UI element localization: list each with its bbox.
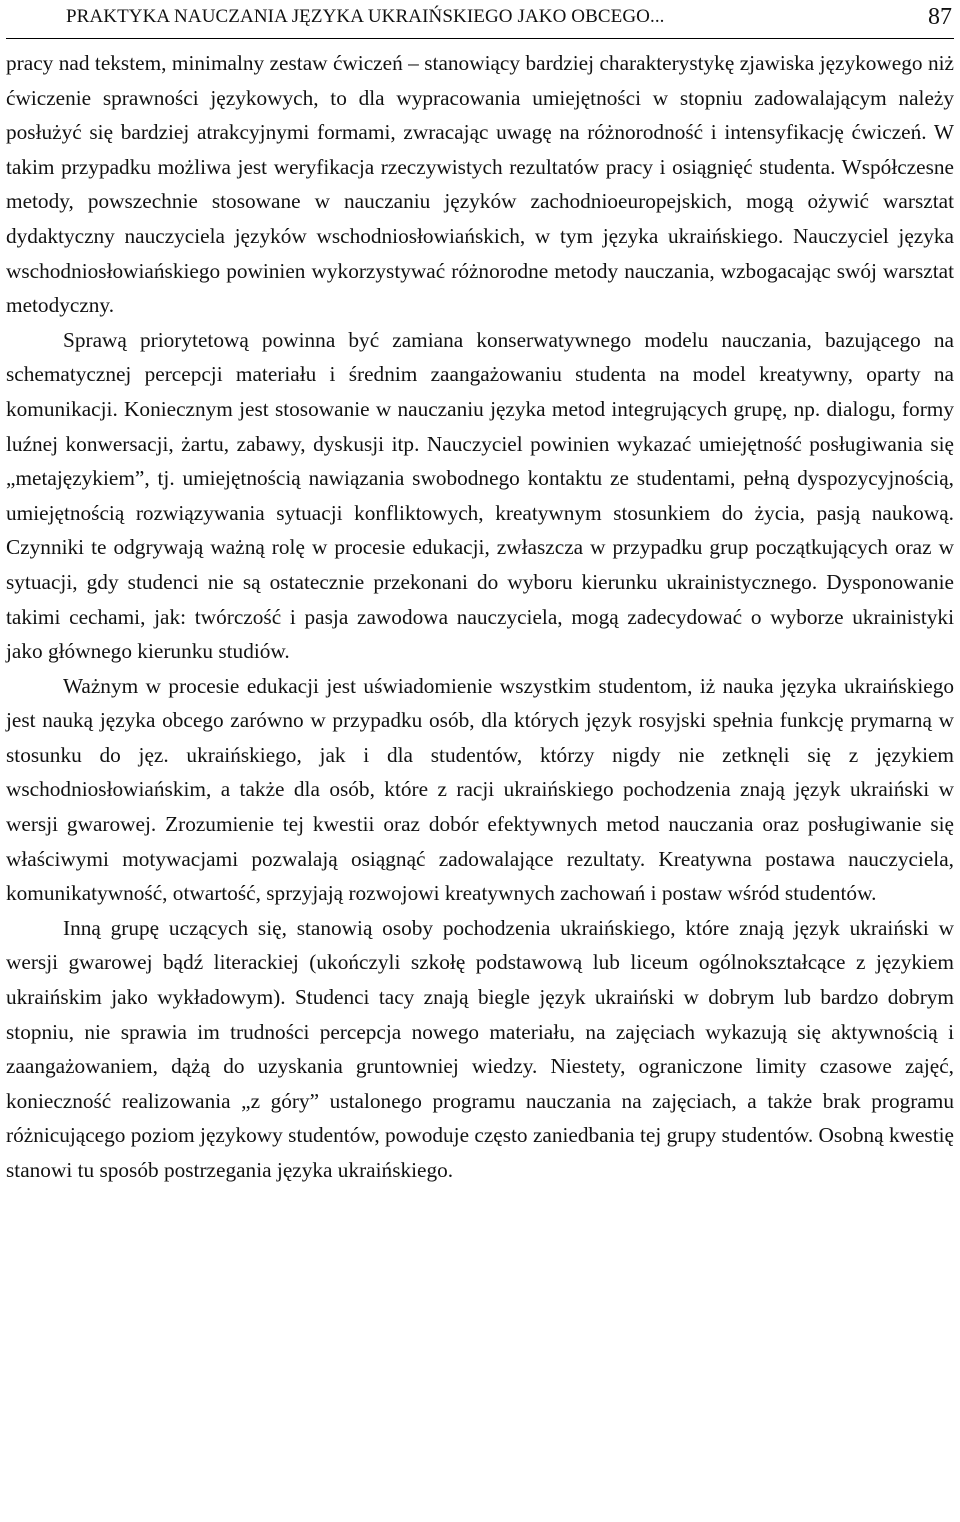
- paragraph: Inną grupę uczących się, stanowią osoby pochodzenia ukraińskiego, które znają język ukraiński w wersji gwarowej bądź literackiej (ukończyli szkołę podstawową lub liceum ogólnokształcące z językiem ukraińskim jako wykładowym). Studenci tacy znają biegle język ukraiński w dobrym lub bardzo dobrym stopniu, nie sprawia im trudności percepcja nowego materiału, na zajęciach wykazują się aktywnością i zaangażowaniem, dążą do uzyskania gruntowniej wiedzy. Niestety, ograniczone limity czasowe zajęć, konieczność realizowania „z góry” ustalonego programu nauczania na zajęciach, a także brak programu różnicującego poziom językowy studentów, powoduje często zaniedbania tej grupy studentów. Osobną kwestię stanowi tu sposób postrzegania języka ukraińskiego.: [6, 915, 954, 1182]
- paragraph: Ważnym w procesie edukacji jest uświadomienie wszystkim studentom, iż nauka języka ukraińskiego jest nauką języka obcego zarówno w przypadku osób, dla których język rosyjski spełnia funkcję prymarną w stosunku do jęz. ukraińskiego, jak i dla studentów, którzy nigdy nie zetknęli się z językiem wschodniosłowiańskim, a także dla osób, które z racji ukraińskiego pochodzenia znają język ukraiński w wersji gwarowej. Zrozumienie tej kwestii oraz dobór efektywnych metod nauczania oraz posługiwanie się właściwymi motywacjami pozwalają osiągnąć zadowalające rezultaty. Kreatywna postawa nauczyciela, komunikatywność, otwartość, sprzyjają rozwojowi kreatywnych zachowań i postaw wśród studentów.: [6, 673, 954, 906]
- running-header: [6, 0, 954, 39]
- page-number: 87: [928, 4, 952, 30]
- paragraph: pracy nad tekstem, minimalny zestaw ćwiczeń – stanowiący bardziej charakterystykę zjawiska językowego niż ćwiczenie sprawności językowych, to dla wypracowania umiejętności w stopniu zadowalającym należy posłużyć się bardziej atrakcyjnymi formami, zwracając uwagę na różnorodność i intensyfikację ćwiczeń. W takim przypadku możliwa jest weryfikacja rzeczywistych rezultatów pracy i osiągnięć studenta. Współczesne metody, powszechnie stosowane w nauczaniu języków zachodnioeuropejskich, mogą ożywić warsztat dydaktyczny nauczyciela języków wschodniosłowiańskich, w tym języka ukraińskiego. Nauczyciel języka wschodniosłowiańskiego powinien wykorzystywać różnorodne metody nauczania, wzbogacając swój warsztat metodyczny.: [6, 51, 954, 318]
- document-page: [6, 0, 954, 1188]
- body-text: [6, 46, 954, 1188]
- paragraph: Sprawą priorytetową powinna być zamiana konserwatywnego modelu nauczania, bazującego na schematycznej percepcji materiału i średnim zaangażowaniu studenta na model kreatywny, oparty na komunikacji. Koniecznym jest stosowanie w nauczaniu języka metod integrujących grupę, np. dialogu, formy luźnej konwersacji, żartu, zabawy, dyskusji itp. Nauczyciel powinien wykazać umiejętność posługiwania się „metajęzykiem”, tj. umiejętnością nawiązania swobodnego kontaktu ze studentami, pełną dyspozycyjnością, umiejętnością rozwiązywania sytuacji konfliktowych, kreatywnym stosunkiem do życia, pasją naukową. Czynniki te odgrywają ważną rolę w procesie edukacji, zwłaszcza w przypadku grup początkujących oraz w sytuacji, gdy studenci nie są ostatecznie przekonani do wyboru kierunku ukrainistycznego. Dysponowanie takimi cechami, jak: twórczość i pasja zawodowa nauczyciela, mogą zadecydować o wyborze ukrainistyki jako głównego kierunku studiów.: [6, 327, 954, 664]
- running-header-title: PRAKTYKA NAUCZANIA JĘZYKA UKRAIŃSKIEGO JAKO OBCEGO...: [66, 6, 665, 27]
